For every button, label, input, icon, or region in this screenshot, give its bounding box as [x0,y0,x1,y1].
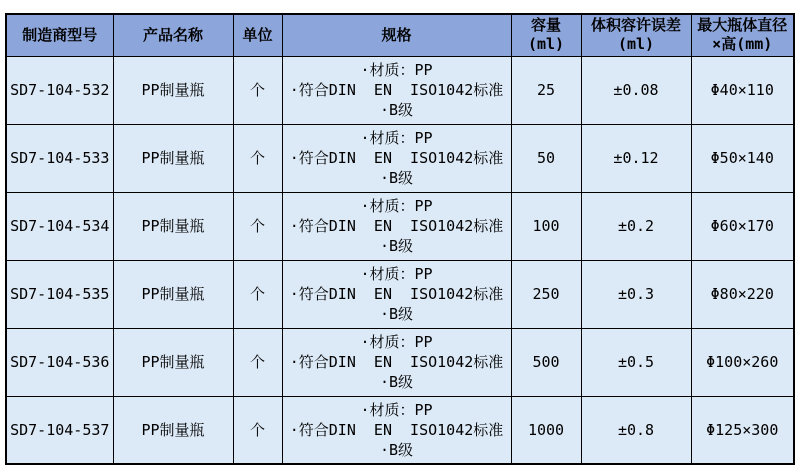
cell-spec [282,260,511,328]
cell-model: SD7-104-532 [6,56,113,124]
table-row [6,396,794,464]
col-header-model [6,14,113,56]
col-header-capacity-label: 容量 [530,16,561,35]
spec-line-standard: ·符合DIN EN ISO1042标准 [289,149,504,167]
spec-line-material: ·材质：PP [360,197,433,215]
table-row [6,260,794,328]
cell-tolerance: ±0.8 [581,396,691,464]
cell-size: Φ125×300 [691,396,794,464]
cell-size: Φ80×220 [691,260,794,328]
table-row [6,124,794,192]
cell-spec [282,396,511,464]
spec-line-grade: ·B级 [379,169,414,187]
cell-model: SD7-104-534 [6,192,113,260]
spec-line-material: ·材质：PP [360,333,433,351]
spec-line-material: ·材质：PP [360,265,433,283]
cell-size: Φ60×170 [691,192,794,260]
product-spec-table [5,13,795,465]
col-header-product-name [113,14,233,56]
col-header-tolerance-label: 体积容许误差 [590,16,681,35]
spec-line-grade: ·B级 [379,237,414,255]
cell-spec [282,124,511,192]
cell-capacity: 1000 [511,396,581,464]
spec-line-standard: ·符合DIN EN ISO1042标准 [289,353,504,371]
header-row [6,14,794,56]
table-row [6,56,794,124]
col-header-unit [233,14,282,56]
spec-line-material: ·材质：PP [360,61,433,79]
spec-line-grade: ·B级 [379,440,414,459]
cell-product-name: PP制量瓶 [113,260,233,328]
cell-product-name: PP制量瓶 [113,124,233,192]
table-row [6,328,794,396]
spec-line-standard: ·符合DIN EN ISO1042标准 [289,217,504,235]
spec-line-grade: ·B级 [379,305,414,323]
cell-product-name: PP制量瓶 [113,396,233,464]
spec-line-material: ·材质：PP [360,129,433,147]
table-row [6,192,794,260]
table-header [6,14,794,56]
col-header-spec-label: 规格 [381,25,412,44]
cell-model: SD7-104-537 [6,396,113,464]
cell-unit: 个 [233,192,282,260]
spec-line-grade: ·B级 [379,101,414,119]
spec-line-standard: ·符合DIN EN ISO1042标准 [289,81,504,99]
cell-size: Φ100×260 [691,328,794,396]
cell-capacity: 25 [511,56,581,124]
col-header-capacity-sub: (ml) [527,35,565,54]
cell-tolerance: ±0.2 [581,192,691,260]
cell-tolerance: ±0.5 [581,328,691,396]
spec-line-standard: ·符合DIN EN ISO1042标准 [289,420,504,439]
cell-capacity: 100 [511,192,581,260]
cell-product-name: PP制量瓶 [113,192,233,260]
cell-model: SD7-104-533 [6,124,113,192]
cell-unit: 个 [233,124,282,192]
col-header-tolerance-sub: (ml) [617,35,655,54]
cell-product-name: PP制量瓶 [113,328,233,396]
col-header-unit-label: 单位 [242,25,273,44]
cell-spec [282,192,511,260]
cell-product-name: PP制量瓶 [113,56,233,124]
col-header-model-label: 制造商型号 [22,25,98,44]
col-header-size-label: 最大瓶体直径 [697,16,788,35]
col-header-tolerance [581,14,691,56]
spec-line-material: ·材质：PP [360,400,433,419]
cell-size: Φ50×140 [691,124,794,192]
cell-tolerance: ±0.3 [581,260,691,328]
cell-size: Φ40×110 [691,56,794,124]
table-body [6,56,794,464]
cell-capacity: 250 [511,260,581,328]
cell-capacity: 50 [511,124,581,192]
spec-line-grade: ·B级 [379,373,414,391]
cell-tolerance: ±0.12 [581,124,691,192]
cell-unit: 个 [233,260,282,328]
spec-table-container [5,13,795,465]
spec-line-standard: ·符合DIN EN ISO1042标准 [289,285,504,303]
cell-capacity: 500 [511,328,581,396]
col-header-capacity [511,14,581,56]
col-header-product-name-label: 产品名称 [142,25,203,44]
col-header-size [691,14,794,56]
cell-unit: 个 [233,56,282,124]
cell-spec [282,56,511,124]
col-header-size-sub: ×高(mm) [712,35,773,54]
cell-spec [282,328,511,396]
col-header-spec [282,14,511,56]
cell-tolerance: ±0.08 [581,56,691,124]
cell-model: SD7-104-536 [6,328,113,396]
cell-model: SD7-104-535 [6,260,113,328]
cell-unit: 个 [233,396,282,464]
cell-unit: 个 [233,328,282,396]
